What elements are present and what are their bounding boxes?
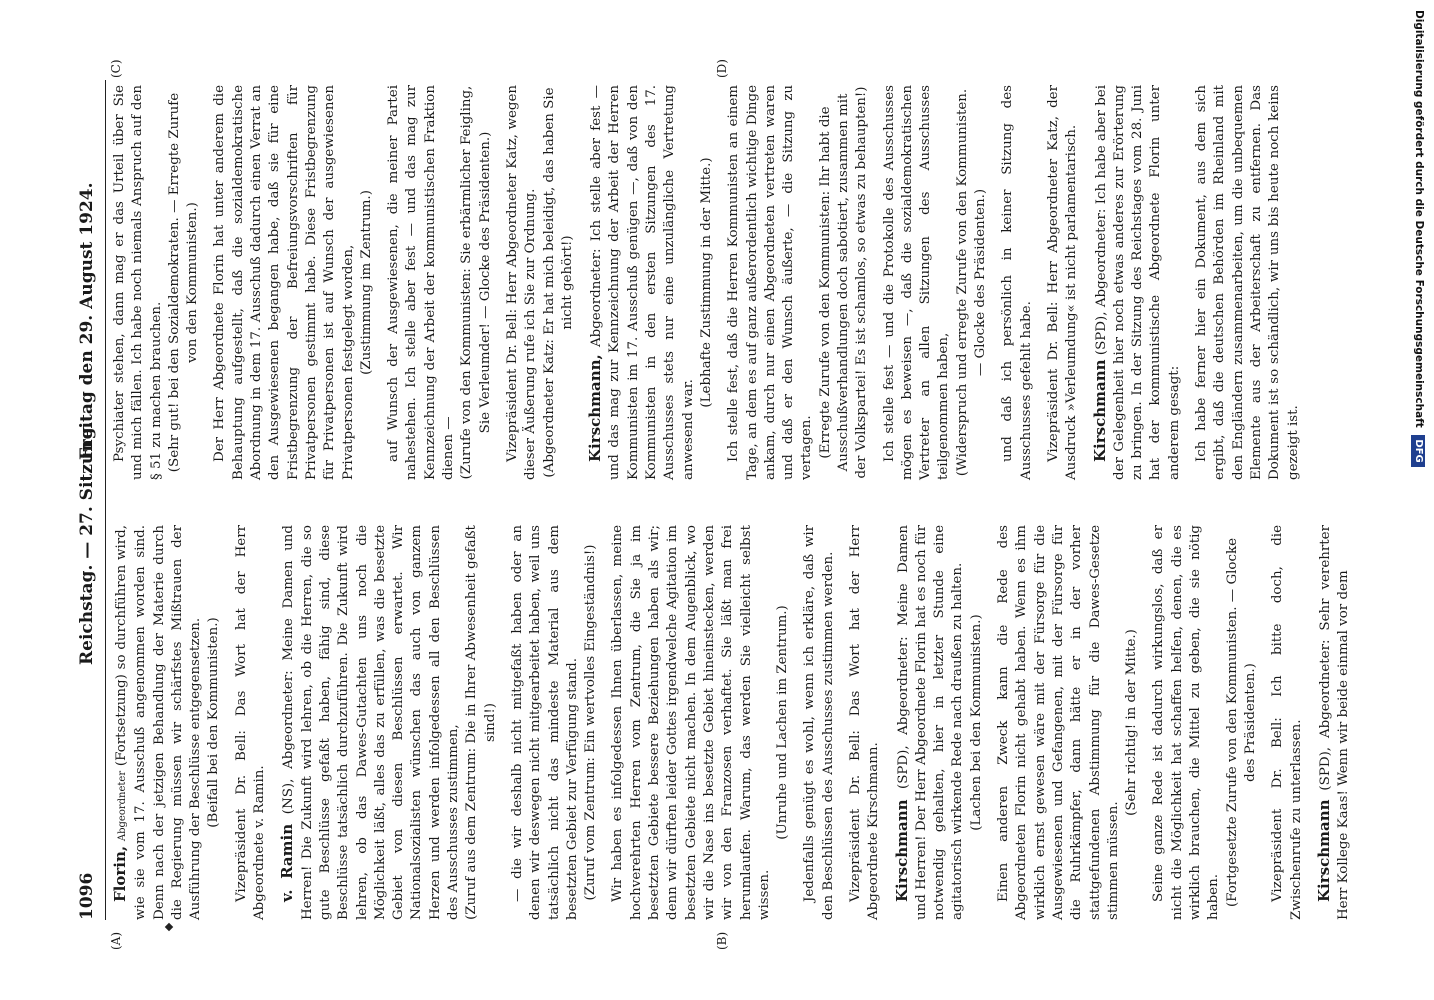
paragraph — [509, 525, 582, 920]
interjection-text: (Zustimmung im Zentrum.) — [358, 190, 374, 375]
paragraph — [999, 85, 1036, 480]
interjection-text: (Abgeordneter Katz: Er hat mich beleidigt, das haben Sie nicht gehört!) — [541, 87, 575, 478]
digitization-sidebar — [1408, 10, 1430, 510]
paragraph-text: Einen anderen Zweck kann die Rede des Abgeordneten Florin nicht gehabt haben. Wenn es ihm wirklich ernst gewesen wäre mit der Fürsorge für die Ausgewiesenen und Gefangenen, mit der Fürsorge für die Ruhrkämpfer, dann hätte er in der vorher stattgefundenen Abstimmung für die Dawes-Gesetze stimmen müssen. — [996, 525, 1121, 920]
paragraph-text: Vizepräsident Dr. Bell: Herr Abgeordneter Katz, wegen dieser Äußerung rufe ich Sie zur Ordnung. — [504, 85, 539, 480]
interjection-text: (Zuruf aus dem Zentrum: Die in Ihrer Abwesenheit gefaßt sind!) — [464, 525, 498, 920]
speaker-name: Kirschmann — [1090, 359, 1109, 462]
interjection-text: (Beifall bei den Kommunisten.) — [206, 617, 222, 828]
interjection — [1123, 525, 1141, 920]
interjection — [541, 85, 578, 480]
paragraph — [586, 85, 698, 480]
paragraph-text: Vizepräsident Dr. Bell: Ich bitte doch, die Zwischenrufe zu unterlassen. — [1270, 525, 1304, 920]
paragraph-text: Seine ganze Rede ist dadurch wirkungslos, daß er nicht die Möglichkeit hat schaffen helfen, denen, die es wirklich brauchen, die Mittel zu geben, die sie nötig haben. — [1151, 525, 1222, 920]
margin-letter-c: (C) — [109, 59, 123, 78]
paragraph — [881, 85, 954, 480]
paragraph — [1193, 85, 1303, 480]
interjection-text: (Widerspruch und erregte Zurufe von den Kommunisten. — Glocke des Präsidenten.) — [954, 88, 989, 477]
paragraph — [847, 525, 884, 920]
margin-letter-a: (A) — [109, 931, 123, 950]
paragraph-text: (SPD), Abgeordneter: Ich habe aber bei der Gelegenheit hier noch etwas anderes zur Erörterung zu bringen. In der Sitzung des Reichstages vom 28. Juni hat der kommunistische Abgeordnete Florin unter anderem gesagt: — [1093, 85, 1182, 480]
interjection — [774, 525, 792, 920]
session-date: Freitag den 29. August 1924. — [77, 182, 97, 460]
interjection-text: (Fortgesetzte Zurufe von den Kommunisten. — Glocke des Präsidenten.) — [1224, 537, 1258, 908]
interjection — [698, 85, 716, 480]
paragraph — [801, 525, 838, 920]
interjection — [968, 525, 986, 920]
sidebar-text: Digitalisierung gefördert durch die Deutsche Forschungsgemeinschaft — [1413, 10, 1425, 428]
paragraph — [504, 85, 541, 480]
paragraph — [609, 525, 774, 920]
page-header — [75, 80, 106, 920]
paragraph-text: (NS), Abgeordneter: Meine Damen und Herren! Die Zukunft wird lehren, ob die Herren, die so gute Beschlüsse gefaßt haben, fähig sind, diese Beschlüsse tatsächlich durchzuführen. Die Zukunft wird lehren, ob das Dawes-Gutachten uns noch die Möglichkeit läßt, alles das zu erfüllen, was die besetzte Gebiet von diesen Beschlüssen erwartet. Wir Nationalsozialisten wünschen das auch von ganzem Herzen und werden infolgedessen all den Beschlüssen des Ausschusses zustimmen, — [281, 524, 462, 920]
paragraph-text: Psychiater stehen, dann mag er das Urteil über Sie und mich fällen. Ich habe noch niemals Anspruch auf den § 51 zu machen brauchen. — [112, 85, 164, 480]
paragraph-text: Ich stelle fest — und die Protokolle des Ausschusses mögen es beweisen —, daß die sozialdemokratischen Vertreter an allen Sitzungen des Ausschusses teilgenommen haben, — [881, 85, 952, 480]
speaker-name: Kirschmann — [1314, 799, 1333, 902]
paragraph-text: Ich habe ferner hier ein Dokument, aus dem sich ergibt, daß die deutschen Behörden im Rheinland mit den Engländern zusammenarbeiten, um die unbequemen Elemente aus der Arbeiterschaft zu entfernen. Das Dokument ist so schändlich, wir uns bis heute noch keins gezeigt ist. — [1194, 85, 1301, 480]
interjection-text: (Unruhe und Lachen im Zentrum.) — [775, 605, 791, 840]
paragraph — [725, 85, 816, 480]
interjection-text: (Lachen bei den Kommunisten.) — [968, 614, 984, 831]
paragraph — [1269, 525, 1306, 920]
interjection-text: (Lebhafte Zustimmung in der Mitte.) — [698, 157, 714, 408]
interjection — [458, 85, 495, 480]
paragraph-text: (SPD), Abgeordneter: Meine Damen und Herren! Der Herr Abgeordnete Florin hat es noch für notwendig gehalten, hier in letzter Stunde eine agitatorisch wirkende Rede nach draußen zu halten. — [895, 525, 966, 920]
paragraph-text: auf Wunsch der Ausgewiesenen, die meiner Partei nahestehen. Ich stelle aber fest — und das mag zur Kennzeichnung der Arbeit der kommunistischen Fraktion dienen — — [386, 85, 457, 480]
interjection-text: (Zuruf vom Zentrum: Ein wertvolles Eingeständnis!) — [583, 544, 599, 901]
interjection-text: (Zurufe von den Kommunisten: Sie erbärmlicher Feigling, Sie Verleumder! — Glocke des Präsidenten.) — [459, 85, 493, 480]
paragraph-text: Wir haben es infolgedessen Ihnen überlassen, meine hochverehrten Herren vom Zentrum, die Sie ja im besetzten Gebiete bessere Beziehungen haben als wir; denn wir dürften leider Gottes irgendwelche Agitation im besetzten Gebiete nicht machen. In dem Augenblick, wo wir die Nase ins besetzte Gebiet hineinstecken, werden wir von den Franzosen verhaftet. Sie läßt man frei herumlaufen. Warum, das werden Sie vielleicht selbst wissen. — [610, 525, 772, 920]
speaker-role: Abgeordneter — [117, 770, 128, 842]
paragraph — [893, 525, 968, 920]
paragraph-text: (SPD), Abgeordneter: Sehr verehrter Herr Kollege Kaas! Wenn wir beide einmal vor dem — [1317, 525, 1352, 920]
paragraph-text: Jedenfalls genügt es wohl, wenn ich erkläre, daß wir den Beschlüssen des Ausschusses zustimmen werden. — [802, 525, 836, 920]
interjection — [1224, 525, 1261, 920]
speaker-name: Kirschmann — [892, 799, 911, 902]
paragraph — [111, 525, 205, 920]
paragraph — [211, 85, 357, 480]
interjection-text: (Sehr richtig! in der Mitte.) — [1124, 629, 1140, 816]
paragraph — [385, 85, 458, 480]
paragraph — [233, 525, 270, 920]
sidebar-credit — [1408, 10, 1430, 670]
interjection — [205, 525, 223, 920]
margin-letter-d: (D) — [715, 59, 729, 78]
paragraph-text: Vizepräsident Dr. Bell: Herr Abgeordneter Katz, der Ausdruck »Verleumdung« ist nicht parlamentarisch. — [1045, 85, 1080, 480]
page-number: 1096 — [77, 872, 97, 920]
text-column-right — [111, 85, 1303, 480]
paragraph-text: Der Herr Abgeordnete Florin hat unter anderem die Behauptung aufgestellt, daß die sozialdemokratische Abordnung in dem 17. Ausschuß dadurch einen Verrat an den Ausgewiesenen begangen habe, daß sie für eine Fristbegrenzung der Befreiungsvorschriften für Privatpersonen gestimmt habe. Diese Fristbegrenzung für Privatpersonen ist auf Wunsch der ausgewiesenen Privatpersonen festgelegt worden, — [212, 85, 356, 480]
session-title: Reichstag. — 27. Sitzung. — [77, 421, 97, 665]
paragraph-text: und daß ich persönlich in keiner Sitzung des Ausschusses gefehlt habe. — [1000, 85, 1034, 480]
interjection-text: (Erregte Zurufe von den Kommunisten: Ihr habt die Ausschußverhandlungen doch sabotiert, zusammen mit der Volkspartei! Es ist schamlos, so etwas zu behaupten!) — [817, 86, 870, 479]
text-column-left — [111, 525, 1353, 920]
interjection — [166, 85, 203, 480]
rotated-page-content — [75, 59, 1415, 950]
paragraph — [111, 85, 166, 480]
margin-letter-b: (B) — [715, 931, 729, 950]
interjection — [358, 85, 376, 480]
paragraph-text: Abgeordneter: Ich stelle aber fest — und das mag zur Kennzeichnung der Arbeit der Herren Kommunisten im 17. Ausschuß genügen —, daß von den Kommunisten in den ersten Sitzungen des 17. Ausschusses stets nur eine unzulängliche Vertretung anwesend war. — [589, 85, 696, 480]
interjection — [954, 85, 991, 480]
paragraph-text: (Fortsetzung) so durchführen wird, wie sie vom 17. Ausschuß angenommen worden sind. Denn nach der jetzigen Behandlung der Materie durch die Regierung müssen wir schärfstes Mißtrauen der Ausführung der Beschlüsse entgegensetzen. — [114, 525, 204, 920]
paragraph-text: Ich stelle fest, daß die Herren Kommunisten an einem Tage, an dem es auf ganz außerordentlich wichtige Dinge ankam, durch nur einen Abgeordneten vertreten waren und daß er den Wunsch äußerte, — die Sitzung zu vertagen. — [726, 85, 815, 480]
paragraph — [1315, 525, 1354, 920]
speaker-name: Florin, — [111, 845, 129, 902]
paragraph — [1150, 525, 1223, 920]
paragraph — [1091, 85, 1184, 480]
paragraph-text: Vizepräsident Dr. Bell: Das Wort hat der Herr Abgeordnete v. Ramin. — [233, 525, 268, 920]
paragraph — [1045, 85, 1082, 480]
paragraph-text: Vizepräsident Dr. Bell: Das Wort hat der Herr Abgeordnete Kirschmann. — [847, 525, 882, 920]
speaker-name: v. Ramin — [278, 823, 297, 902]
paragraph — [995, 525, 1123, 920]
interjection — [817, 85, 872, 480]
paragraph-text: — die wir deshalb nicht mitgefaßt haben oder an denen wir deswegen nicht mitgearbeitet haben, weil uns tatsächlich nicht das mindeste Material aus dem besetzten Gebiet zur Verfügung stand. — [509, 525, 580, 920]
interjection — [582, 525, 600, 920]
dfg-logo: DFG — [1411, 435, 1425, 466]
paragraph — [278, 525, 463, 920]
interjection-text: (Sehr gut! bei den Sozialdemokraten. — Erregte Zurufe von den Kommunisten.) — [166, 92, 201, 473]
scan-mark — [165, 923, 173, 931]
interjection — [463, 525, 500, 920]
speaker-name: Kirschmann, — [586, 354, 605, 462]
